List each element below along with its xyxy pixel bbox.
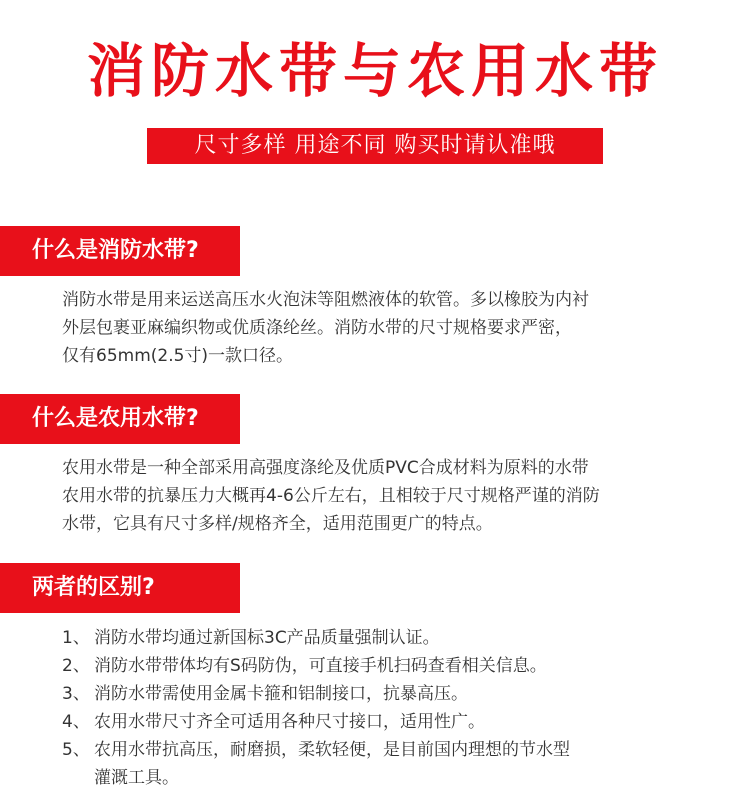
subtitle-bar: 尺寸多样 用途不同 购买时请认准哦 — [147, 128, 603, 164]
list-item — [62, 708, 732, 736]
list-item-text: 消防水带需使用金属卡箍和铝制接口，抗暴高压。 — [94, 684, 468, 704]
paragraph-line: 农用水带的抗暴压力大概再4-6公斤左右，且相较于尺寸规格严谨的消防 — [62, 486, 600, 506]
list-item — [62, 652, 732, 680]
paragraph-line: 水带，它具有尺寸多样/规格齐全，适用范围更广的特点。 — [62, 514, 493, 534]
section-heading-difference: 两者的区别? — [0, 563, 240, 613]
list-item — [62, 736, 732, 792]
list-item-text: 消防水带带体均有S码防伪，可直接手机扫码查看相关信息。 — [94, 656, 547, 676]
paragraph-line: 农用水带是一种全部采用高强度涤纶及优质PVC合成材料为原料的水带 — [62, 458, 589, 478]
list-item-text: 农用水带抗高压，耐磨损，柔软轻便，是目前国内理想的节水型 — [94, 740, 570, 760]
paragraph-fire-hose — [62, 286, 732, 370]
paragraph-farm-hose — [62, 454, 732, 538]
list-item-text: 农用水带尺寸齐全可适用各种尺寸接口，适用性广。 — [94, 712, 485, 732]
list-item-number: 1、 — [62, 628, 90, 648]
main-title: 消防水带与农用水带 — [86, 37, 663, 105]
list-item-text: 消防水带均通过新国标3C产品质量强制认证。 — [94, 628, 440, 648]
paragraph-line: 外层包裹亚麻编织物或优质涤纶丝。消防水带的尺寸规格要求严密， — [62, 318, 572, 338]
list-item — [62, 680, 732, 708]
difference-list — [62, 624, 732, 792]
list-item-number: 2、 — [62, 656, 90, 676]
list-item-number: 4、 — [62, 712, 90, 732]
paragraph-line: 消防水带是用来运送高压水火泡沫等阻燃液体的软管。多以橡胶为内衬 — [62, 290, 589, 310]
section-heading-farm-hose: 什么是农用水带? — [0, 394, 240, 444]
list-item-continuation: 灌溉工具。 — [94, 768, 179, 788]
list-item-number: 5、 — [62, 740, 90, 760]
paragraph-line: 仅有65mm(2.5寸)一款口径。 — [62, 346, 294, 366]
list-item — [62, 624, 732, 652]
section-heading-fire-hose: 什么是消防水带? — [0, 226, 240, 276]
list-item-number: 3、 — [62, 684, 90, 704]
